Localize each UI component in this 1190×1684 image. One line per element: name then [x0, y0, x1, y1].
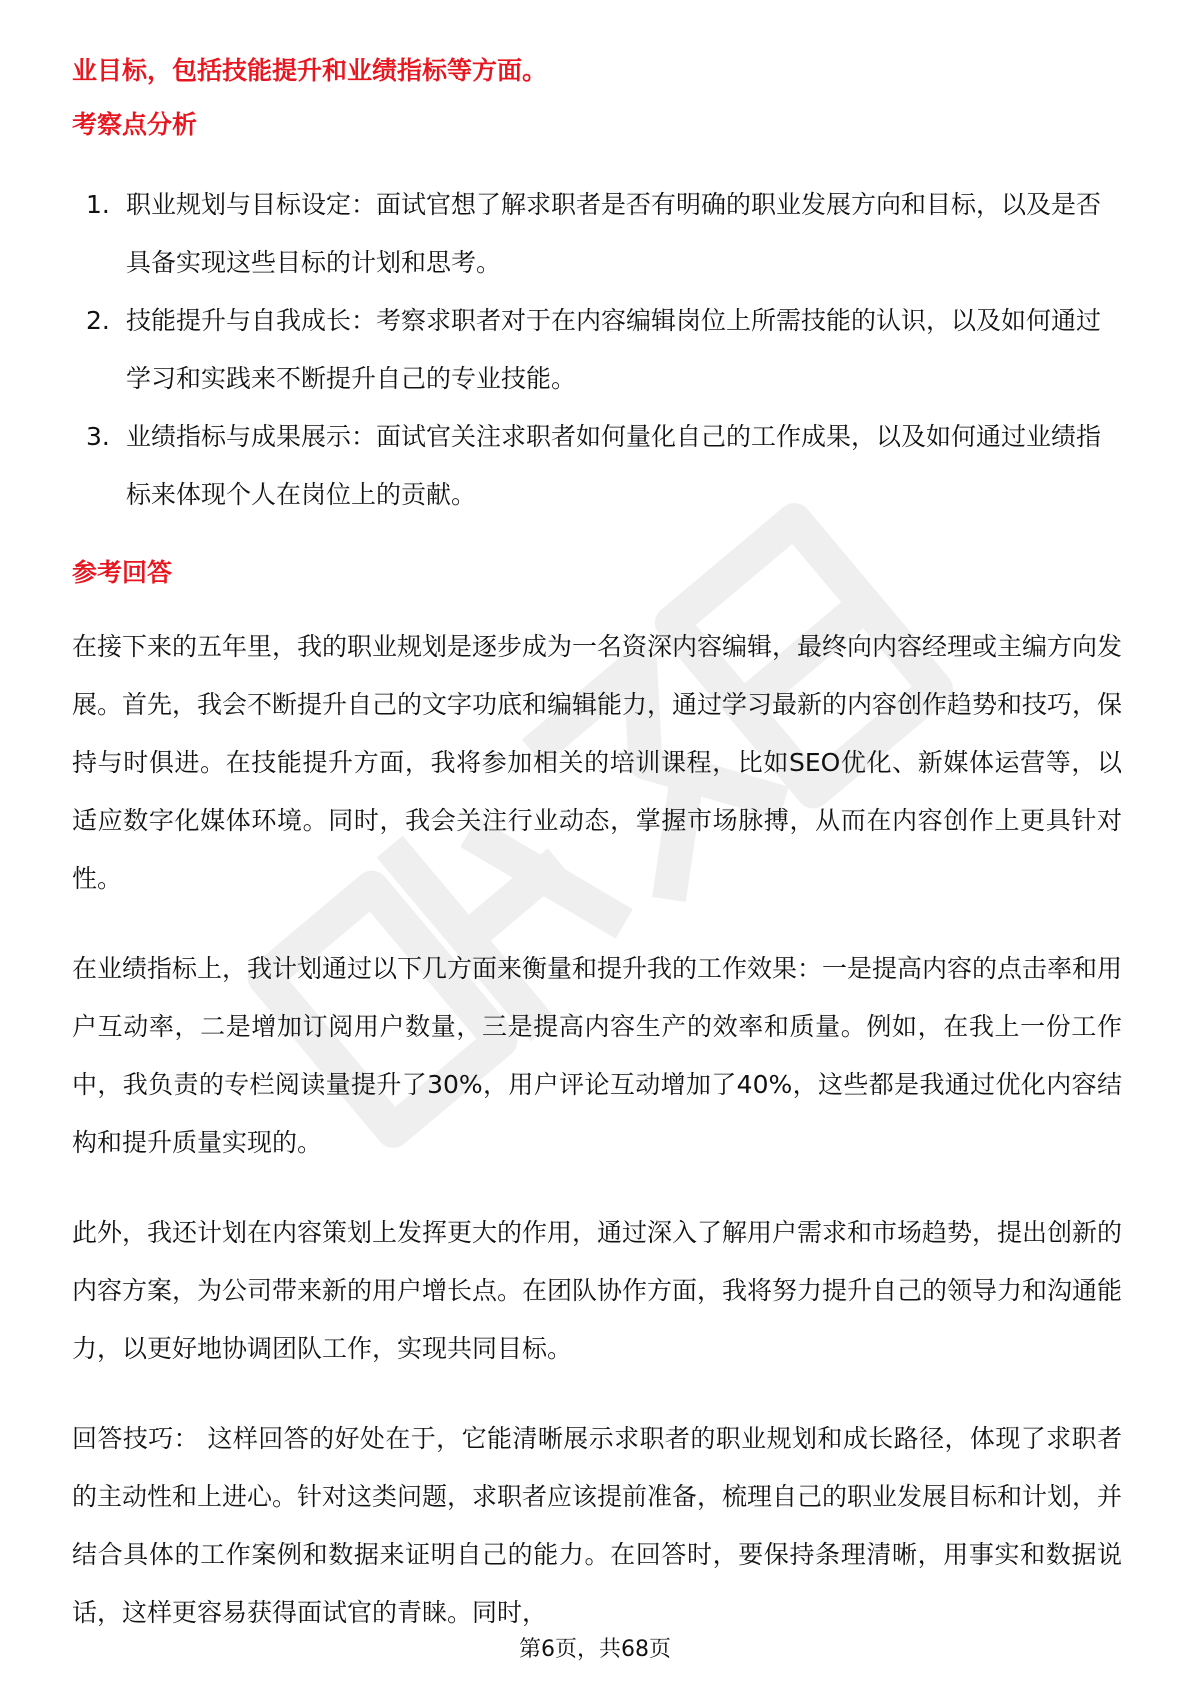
analysis-item-number: 1. [86, 190, 110, 219]
analysis-item-text: 职业规划与目标设定：面试官想了解求职者是否有明确的职业发展方向和目标，以及是否具备实现这些目标的计划和思考。 [126, 190, 1102, 277]
answer-heading: 参考回答 [72, 558, 173, 587]
answer-paragraph: 此外，我还计划在内容策划上发挥更大的作用，通过深入了解用户需求和市场趋势，提出创新的内容方案，为公司带来新的用户增长点。在团队协作方面，我将努力提升自己的领导力和沟通能力，以更好地协调团队工作，实现共同目标。 [72, 1218, 1123, 1363]
document-content [72, 44, 1122, 1642]
lead-line: 业目标，包括技能提升和业绩指标等方面。 [72, 56, 548, 85]
analysis-heading: 考察点分析 [72, 110, 198, 139]
analysis-list [72, 176, 1122, 524]
analysis-item [72, 176, 1122, 292]
analysis-item [72, 408, 1122, 524]
page-footer: 第6页，共68页 [519, 1637, 671, 1662]
answer-tips-paragraph: 回答技巧： 这样回答的好处在于，它能清晰展示求职者的职业规划和成长路径，体现了求职者的主动性和上进心。针对这类问题，求职者应该提前准备，梳理自己的职业发展目标和计划，并结合具体的工作案例和数据来证明自己的能力。在回答时，要保持条理清晰，用事实和数据说话，这样更容易获得面试官的青睐。同时， [72, 1424, 1123, 1627]
analysis-item-number: 2. [86, 306, 110, 335]
analysis-item-text: 技能提升与自我成长：考察求职者对于在内容编辑岗位上所需技能的认识，以及如何通过学习和实践来不断提升自己的专业技能。 [126, 306, 1102, 393]
analysis-item [72, 292, 1122, 408]
answer-paragraph: 在接下来的五年里，我的职业规划是逐步成为一名资深内容编辑，最终向内容经理或主编方向发展。首先，我会不断提升自己的文字功底和编辑能力，通过学习最新的内容创作趋势和技巧，保持与时俱进。在技能提升方面，我将参加相关的培训课程，比如SEO优化、新媒体运营等，以适应数字化媒体环境。同时，我会关注行业动态，掌握市场脉搏，从而在内容创作上更具针对性。 [72, 632, 1123, 893]
analysis-item-number: 3. [86, 422, 110, 451]
analysis-item-text: 业绩指标与成果展示：面试官关注求职者如何量化自己的工作成果，以及如何通过业绩指标来体现个人在岗位上的贡献。 [126, 422, 1102, 509]
answer-paragraph: 在业绩指标上，我计划通过以下几方面来衡量和提升我的工作效果：一是提高内容的点击率和用户互动率，二是增加订阅用户数量，三是提高内容生产的效率和质量。例如，在我上一份工作中，我负责的专栏阅读量提升了30%，用户评论互动增加了40%，这些都是我通过优化内容结构和提升质量实现的。 [72, 954, 1123, 1157]
